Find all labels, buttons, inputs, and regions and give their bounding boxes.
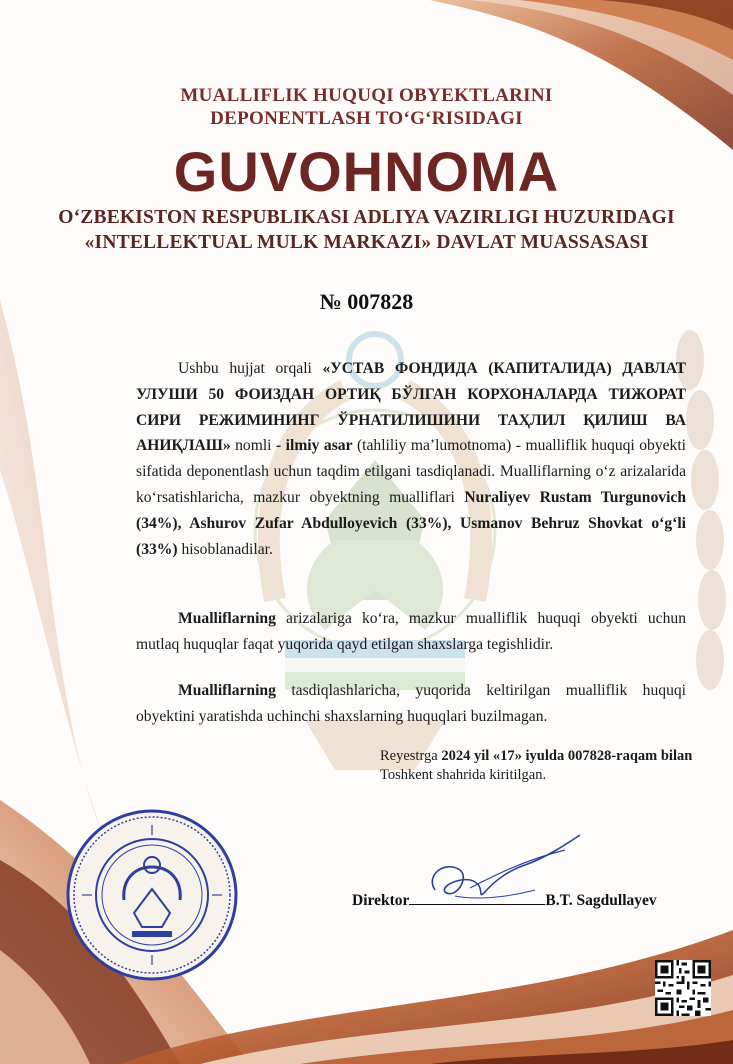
work-type: - ilmiy asar bbox=[275, 437, 353, 455]
header-line-1: MUALLIFLIK HUQUQI OBYEKTLARINI bbox=[180, 85, 553, 106]
p1-text-4: - mualliflik huquqi obyekti sifatida deponentlash uchun taqdim etilgani tasdiqlanadi. Mualliflarning o‘z arizalarida ko‘rsatishlaricha, mazkur obyektning mualliflari bbox=[136, 437, 686, 506]
p1-text-3: (tahliliy ma’lumotnoma) bbox=[352, 437, 516, 455]
p3-rest: tasdiqlashlaricha, yuqorida keltirilgan mualliflik huquqi obyektini yaratishda uchinchi shaxslarning huquqlari buzilmagan. bbox=[136, 682, 686, 725]
paragraph-1 bbox=[136, 356, 686, 562]
signatory-name: B.T. Sagdullayev bbox=[545, 892, 657, 909]
p3-lead: Mualliflarning bbox=[178, 682, 276, 699]
document-title: GUVOHNOMA bbox=[173, 140, 560, 203]
p1-text-2: nomli bbox=[230, 437, 276, 455]
paragraph-2 bbox=[136, 606, 686, 658]
registry-text-1: Reyestrga bbox=[380, 748, 442, 764]
paragraph-3 bbox=[136, 678, 686, 730]
signature-underline bbox=[409, 891, 545, 905]
certificate-number: № 007828 bbox=[319, 289, 414, 314]
p1-text-1: Ushbu hujjat orqali bbox=[178, 360, 323, 377]
registry-date: 2024 yil «17» iyulda 007828-raqam bilan bbox=[441, 748, 693, 764]
p1-text-5: hisoblanadilar. bbox=[177, 540, 273, 558]
registry-note bbox=[380, 747, 700, 785]
p2-lead: Mualliflarning bbox=[178, 610, 276, 627]
official-stamp-icon bbox=[62, 805, 242, 985]
issuer bbox=[0, 205, 733, 255]
issuer-line-2: «INTELLEKTUAL MULK MARKAZI» DAVLAT MUASSASASI bbox=[84, 232, 649, 253]
signatory-role: Direktor bbox=[352, 892, 410, 909]
p2-rest: arizalariga ko‘ra, mazkur mualliflik huquqi obyekti uchun mutlaq huquqlar faqat yuqorida qayd etilgan shaxslarga tegishlidir. bbox=[136, 610, 686, 653]
signature-line bbox=[352, 891, 657, 910]
authors: Nuraliyev Rustam Turgunovich (34%), Ashurov Zufar Abdulloyevich (33%), Usmanov Behruz Shovkat o‘g‘li (33%) bbox=[136, 488, 686, 558]
header-line-2: DEPONENTLASH TO‘G‘RISIDAGI bbox=[210, 108, 523, 129]
work-title: «УСТАВ ФОНДИДА (КАПИТАЛИДА) ДАВЛАТ УЛУШИ 50 ФОИЗДАН ОРТИҚ БЎЛГАН КОРХОНАЛАРДА ТИЖОРАТ СИРИ РЕЖИМИНИНГ ЎРНАТИЛИШИНИ ТАҲЛИЛ ҚИЛИШ ВА АНИҚЛАШ» bbox=[136, 360, 686, 455]
issuer-line-1: O‘ZBEKISTON RESPUBLIKASI ADLIYA VAZIRLIGI HUZURIDAGI bbox=[58, 207, 675, 228]
qr-code-icon[interactable] bbox=[655, 960, 711, 1016]
registry-text-2: Toshkent shahrida kiritilgan. bbox=[380, 767, 547, 783]
header-top bbox=[0, 84, 733, 130]
